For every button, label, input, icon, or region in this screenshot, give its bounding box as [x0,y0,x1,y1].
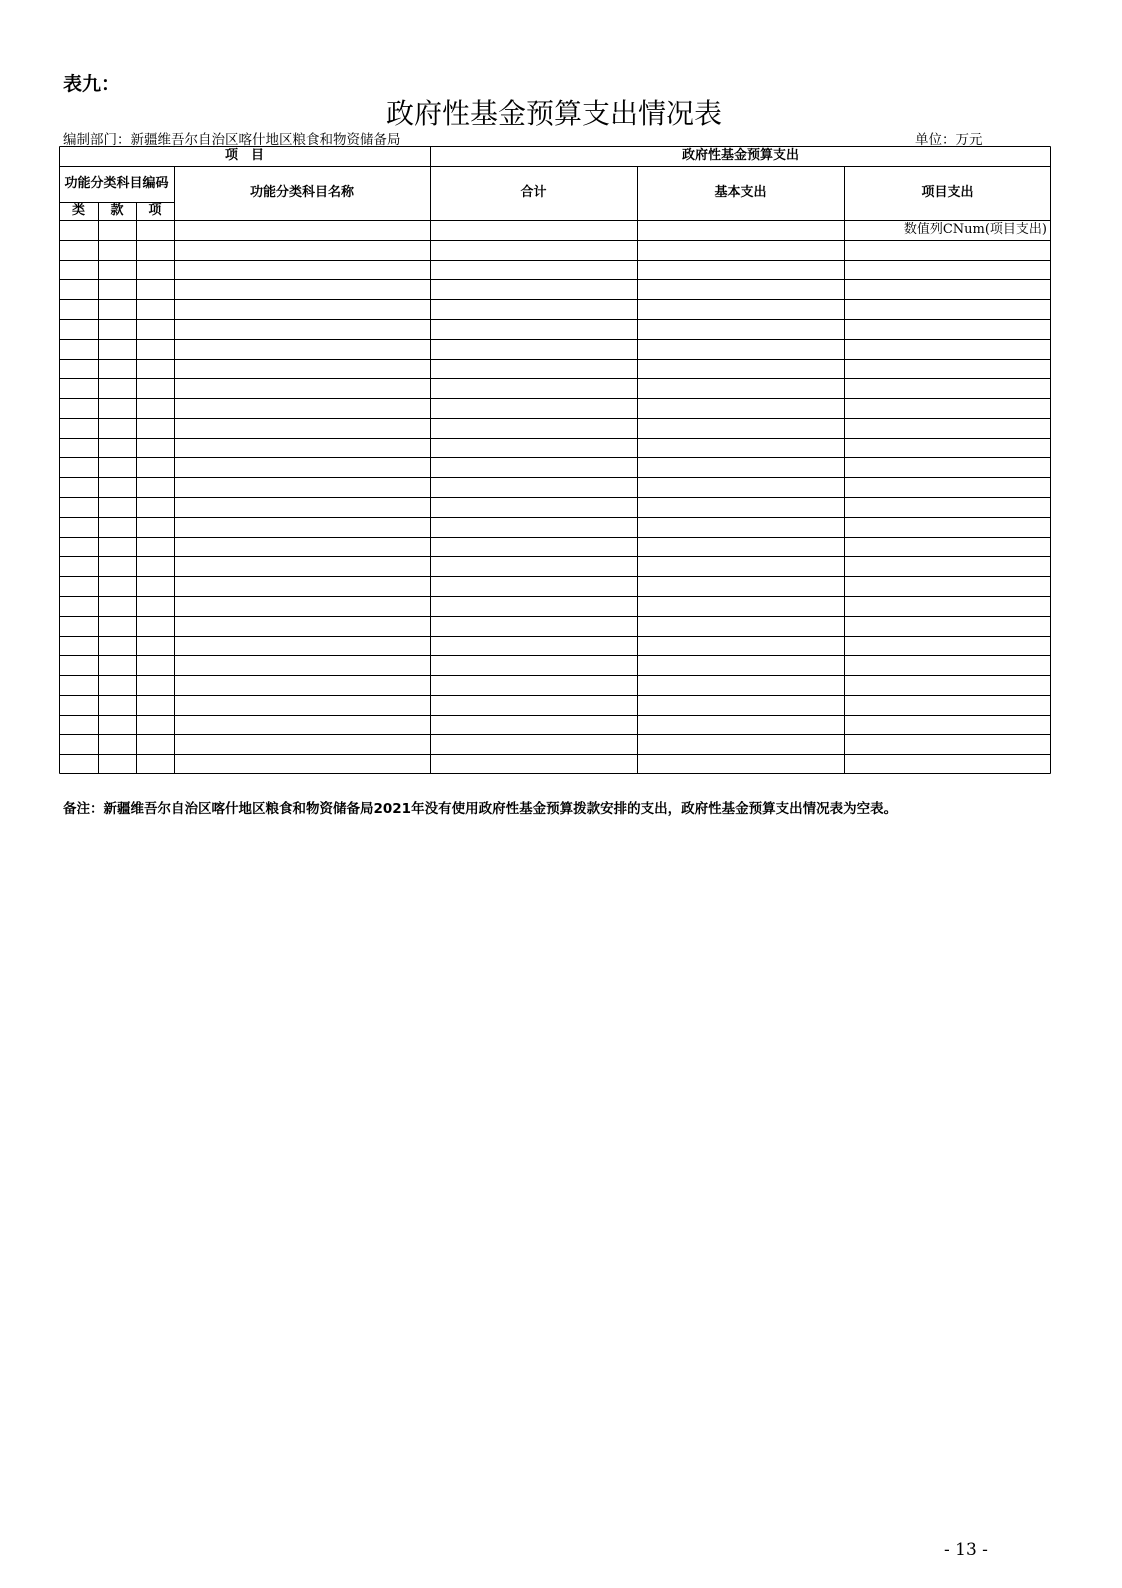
expenditure-table [59,146,1051,774]
header-fund-expenditure-group: 政府性基金预算支出 [681,148,799,164]
header-project-expenditure: 项目支出 [921,185,974,201]
page-number: - 13 - [944,1540,988,1560]
compiling-department: 编制部门：新疆维吾尔自治区喀什地区粮食和物资储备局 [63,132,401,148]
table-grid-lines [59,146,1051,774]
project-expenditure-placeholder-cell: 数值列CNum(项目支出) [903,222,1047,238]
header-code-item: 项 [148,203,162,219]
header-code-section: 款 [110,203,124,219]
header-basic-expenditure: 基本支出 [714,185,767,201]
header-total: 合计 [520,185,547,201]
header-project-group: 项 目 [224,148,264,164]
header-code-category: 类 [71,203,85,219]
header-function-name: 功能分类科目名称 [249,185,354,201]
footnote: 备注：新疆维吾尔自治区喀什地区粮食和物资储备局2021年没有使用政府性基金预算拨款安排的支出，政府性基金预算支出情况表为空表。 [63,801,898,817]
page-title: 政府性基金预算支出情况表 [385,97,722,130]
table-number-label: 表九： [63,73,121,95]
unit-label: 单位：万元 [915,132,983,148]
header-function-code: 功能分类科目编码 [64,176,169,192]
